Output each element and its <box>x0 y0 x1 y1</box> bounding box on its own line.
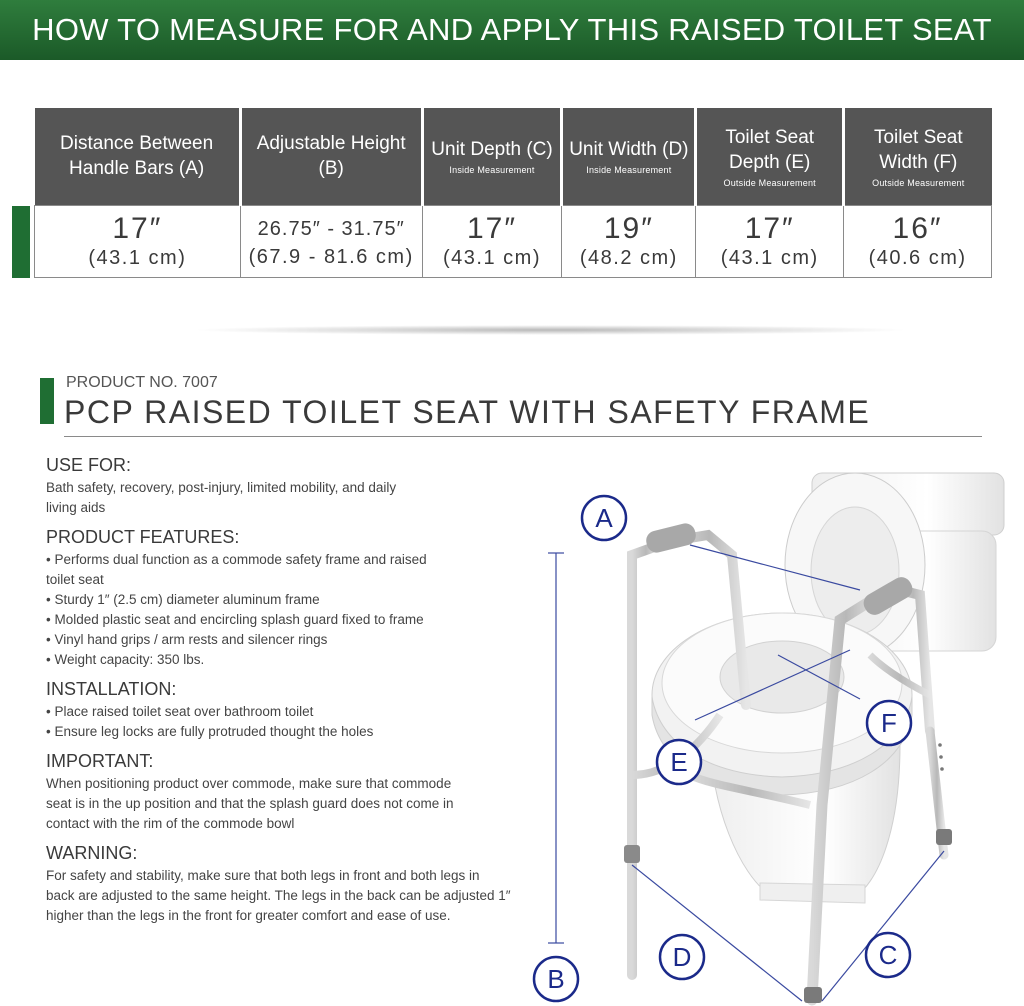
warning-heading: WARNING: <box>46 843 138 863</box>
value-cell-d: 19″ (48.2 cm) <box>562 205 696 277</box>
label-c-icon <box>866 933 910 977</box>
label-a-icon <box>582 496 626 540</box>
specs-header-row <box>35 108 992 205</box>
diagram-svg <box>520 445 1024 1006</box>
banner-title: HOW TO MEASURE FOR AND APPLY THIS RAISED TOILET SEAT <box>32 12 992 47</box>
header-cell-a: Distance Between Handle Bars (A) <box>35 108 241 205</box>
label-b-icon <box>534 957 578 1001</box>
value-cell-a: 17″ (43.1 cm) <box>35 205 241 277</box>
page-banner <box>0 0 1024 60</box>
label-e-icon <box>657 740 701 784</box>
value-cell-c: 17″ (43.1 cm) <box>422 205 562 277</box>
title-accent-bar <box>40 378 54 424</box>
features-heading: PRODUCT FEATURES: <box>46 527 240 547</box>
header-cell-d: Unit Width (D) Inside Measurement <box>562 108 696 205</box>
warning-section <box>46 843 516 926</box>
installation-item: • Ensure leg locks are fully protruded thought the holes <box>46 724 374 739</box>
svg-text:B: B <box>547 964 565 994</box>
feature-item: • Sturdy 1″ (2.5 cm) diameter aluminum frame <box>46 592 320 607</box>
specs-table <box>34 108 992 278</box>
label-d-icon <box>660 935 704 979</box>
value-cell-b: 26.75″ - 31.75″ (67.9 - 81.6 cm) <box>240 205 422 277</box>
use-for-section <box>46 455 516 518</box>
product-number: PRODUCT NO. 7007 <box>66 374 218 391</box>
svg-text:D: D <box>672 942 692 972</box>
product-title: PCP RAISED TOILET SEAT WITH SAFETY FRAME <box>64 394 871 430</box>
header-cell-e: Toilet Seat Depth (E) Outside Measurement <box>696 108 844 205</box>
svg-text:E: E <box>670 747 688 777</box>
feature-item: • Weight capacity: 350 lbs. <box>46 652 205 667</box>
value-cell-f: 16″ (40.6 cm) <box>844 205 992 277</box>
installation-item: • Place raised toilet seat over bathroom toilet <box>46 704 314 719</box>
product-diagram <box>520 445 1024 1006</box>
warning-text: For safety and stability, make sure that both legs in front and both legs in back are adjusted to the same height. The legs in the back can be adjusted 1″ higher than the legs in the front for greater comfort and ease of use. <box>46 868 511 923</box>
table-accent-bar <box>12 206 30 278</box>
svg-text:A: A <box>595 503 613 533</box>
title-divider <box>64 436 982 437</box>
feature-item: • Vinyl hand grips / arm rests and silencer rings <box>46 632 328 647</box>
installation-section <box>46 679 516 742</box>
specs-value-row <box>35 205 992 277</box>
svg-text:F: F <box>881 708 897 738</box>
header-cell-c: Unit Depth (C) Inside Measurement <box>422 108 562 205</box>
header-cell-f: Toilet Seat Width (F) Outside Measurement <box>844 108 992 205</box>
value-cell-e: 17″ (43.1 cm) <box>696 205 844 277</box>
use-for-text: Bath safety, recovery, post-injury, limited mobility, and daily living aids <box>46 480 397 515</box>
svg-text:C: C <box>878 940 898 970</box>
features-section <box>46 527 516 670</box>
description-column <box>46 455 516 935</box>
label-f-icon <box>867 701 911 745</box>
important-heading: IMPORTANT: <box>46 751 154 771</box>
section-divider-shadow <box>190 325 910 335</box>
important-section <box>46 751 516 834</box>
important-text: When positioning product over commode, make sure that commode seat is in the up position and that the splash guard does not come in contact with the rim of the commode bowl <box>46 776 454 831</box>
installation-heading: INSTALLATION: <box>46 679 177 699</box>
feature-item: • Molded plastic seat and encircling splash guard fixed to frame <box>46 612 424 627</box>
header-cell-b: Adjustable Height (B) <box>240 108 422 205</box>
use-for-heading: USE FOR: <box>46 455 132 475</box>
feature-item: • Performs dual function as a commode safety frame and raised toilet seat <box>46 552 427 587</box>
